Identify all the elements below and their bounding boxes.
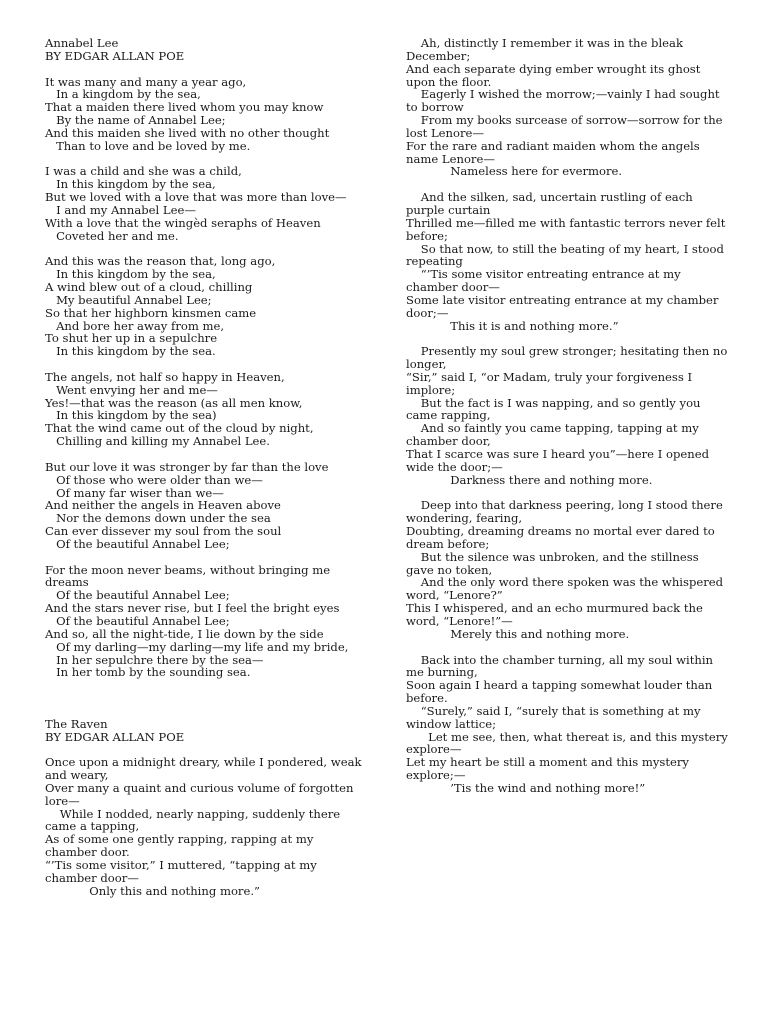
stanza	[45, 255, 367, 358]
poem-line: Once upon a midnight dreary, while I pondered, weak and weary,	[45, 755, 366, 783]
poem-byline: BY EDGAR ALLAN POE	[45, 48, 185, 63]
poem-line: And each separate dying ember wrought its ghost upon the floor.	[406, 61, 705, 89]
poem-line: But the fact is I was napping, and so gently you came rapping,	[406, 395, 705, 423]
poem-line: Of the beautiful Annabel Lee;	[45, 613, 230, 628]
poem-line: My beautiful Annabel Lee;	[45, 292, 212, 307]
poem-line: A wind blew out of a cloud, chilling	[45, 280, 253, 295]
poem-line: Chilling and killing my Annabel Lee.	[45, 434, 270, 449]
poem-line: But the silence was unbroken, and the stillness gave no token,	[406, 549, 703, 577]
poem-line: In a kingdom by the sea,	[45, 87, 201, 102]
left-column	[45, 37, 367, 910]
stanza	[45, 165, 367, 242]
poem-line: And the silken, sad, uncertain rustling of each purple curtain	[406, 190, 697, 217]
poem-line: As of some one gently rapping, rapping at my chamber door.	[45, 832, 318, 860]
poem-line: And the only word there spoken was the whispered word, “Lenore?”	[406, 575, 727, 603]
stanza	[45, 76, 367, 153]
poem-line: And this was the reason that, long ago,	[45, 254, 276, 269]
right-column	[406, 36, 732, 808]
poem-line: That I scarce was sure I heard you”—here I opened wide the door;—	[406, 447, 713, 474]
stanza-list	[406, 36, 732, 795]
stanza-list	[45, 76, 367, 680]
poem-line: ’Tis the wind and nothing more!”	[406, 780, 646, 795]
poem-line: And so, all the night-tide, I lie down by the side	[45, 626, 324, 641]
poem-line: I and my Annabel Lee—	[45, 202, 196, 217]
poem-line: In this kingdom by the sea)	[45, 408, 217, 423]
poem-line: In this kingdom by the sea.	[45, 344, 216, 359]
poem-line: Yes!—that was the reason (as all men know,	[45, 395, 303, 410]
stanza	[406, 37, 728, 178]
poem-line: Presently my soul grew stronger; hesitating then no longer,	[406, 344, 732, 372]
poem-line: And so faintly you came tapping, tapping at my chamber door,	[406, 421, 703, 449]
poem-annabel-lee	[45, 37, 367, 679]
poem-line: Went envying her and me—	[45, 382, 218, 397]
poem-line: Only this and nothing more.”	[45, 883, 260, 898]
poem-line: While I nodded, nearly napping, suddenly there came a tapping,	[45, 806, 344, 834]
poem-line: To shut her up in a sepulchre	[45, 331, 218, 346]
poem-line: “’Tis some visitor entreating entrance at my chamber door—	[406, 267, 685, 295]
poem-line: In her tomb by the sounding sea.	[45, 665, 251, 680]
poem-line: Of the beautiful Annabel Lee;	[45, 588, 230, 603]
poem-line: That the wind came out of the cloud by night,	[45, 421, 314, 436]
poem-line: The angels, not half so happy in Heaven,	[45, 369, 285, 384]
stanza-list	[45, 756, 367, 897]
stanza	[406, 652, 732, 795]
poem-line: Ah, distinctly I remember it was in the bleak December;	[406, 36, 687, 63]
poem-line: Nameless here for evermore.	[406, 164, 623, 179]
stanza	[45, 564, 367, 680]
poem-line: This it is and nothing more.”	[406, 318, 619, 333]
poem-line: That a maiden there lived whom you may know	[45, 100, 324, 115]
poem-separator	[45, 692, 367, 718]
stanza	[45, 371, 367, 448]
stanza	[406, 191, 728, 332]
poem-line: Can ever dissever my soul from the soul	[45, 524, 282, 539]
poem-the-raven	[45, 718, 367, 898]
poem-line: Of my darling—my darling—my life and my bride,	[45, 639, 349, 654]
poem-line: Thrilled me—filled me with fantastic terrors never felt before;	[406, 215, 730, 243]
poem-line: With a love that the wingèd seraphs of Heaven	[45, 215, 321, 230]
poem-line: This I whispered, and an echo murmured back the word, “Lenore!”—	[406, 601, 707, 628]
poem-line: It was many and many a year ago,	[45, 74, 247, 89]
poem-line: “Sir,” said I, “or Madam, truly your forgiveness I implore;	[406, 369, 696, 397]
poem-line: But our love it was stronger by far than the love	[45, 459, 329, 474]
poem-line: By the name of Annabel Lee;	[45, 113, 226, 128]
poem-line: From my books surcease of sorrow—sorrow for the lost Lenore—	[406, 113, 727, 140]
poem-line: For the rare and radiant maiden whom the angels name Lenore—	[406, 138, 704, 166]
poem-line: But we loved with a love that was more than love—	[45, 190, 347, 205]
poem-line: Of those who were older than we—	[45, 472, 263, 487]
poem-line: Coveted her and me.	[45, 228, 179, 243]
stanza	[45, 756, 367, 897]
poem-title: The Raven	[45, 716, 108, 731]
poem-line: And bore her away from me,	[45, 318, 225, 333]
poem-title: Annabel Lee	[45, 36, 119, 50]
poem-line: Eagerly I wished the morrow;—vainly I had sought to borrow	[406, 87, 724, 115]
poem-line: Darkness there and nothing more.	[406, 472, 653, 487]
poem-line: Let me see, then, what thereat is, and this mystery explore—	[406, 729, 732, 757]
poem-line: Some late visitor entreating entrance at my chamber door;—	[406, 292, 723, 320]
poem-line: “’Tis some visitor,” I muttered, “tapping at my chamber door—	[45, 858, 321, 885]
poem-line: For the moon never beams, without bringing me dreams	[45, 562, 334, 590]
poem-line: “Surely,” said I, “surely that is something at my window lattice;	[406, 703, 705, 731]
poem-line: Of many far wiser than we—	[45, 485, 224, 500]
poem-line: So that her highborn kinsmen came	[45, 305, 257, 320]
poem-line: So that now, to still the beating of my heart, I stood repeating	[406, 241, 728, 269]
poem-line: Deep into that darkness peering, long I stood there wondering, fearing,	[406, 498, 727, 526]
poem-line: Let my heart be still a moment and this mystery explore;—	[406, 755, 693, 783]
stanza	[45, 461, 367, 551]
poem-line: And this maiden she lived with no other thought	[45, 125, 330, 140]
stanza	[406, 499, 728, 640]
poem-line: Than to love and be loved by me.	[45, 138, 251, 153]
poem-line: And the stars never rise, but I feel the bright eyes	[45, 601, 340, 616]
poem-line: Over many a quaint and curious volume of forgotten lore—	[45, 780, 358, 808]
poem-byline: BY EDGAR ALLAN POE	[45, 729, 185, 744]
poem-line: Soon again I heard a tapping somewhat louder than before.	[406, 678, 716, 706]
poem-line: Doubting, dreaming dreams no mortal ever dared to dream before;	[406, 524, 719, 551]
poem-line: In this kingdom by the sea,	[45, 267, 216, 282]
poem-line: And neither the angels in Heaven above	[45, 498, 281, 513]
poem-line: In this kingdom by the sea,	[45, 177, 216, 192]
poem-line: Nor the demons down under the sea	[45, 511, 271, 526]
poem-line: Back into the chamber turning, all my soul within me burning,	[406, 652, 717, 680]
stanza	[406, 344, 732, 487]
poem-line: Merely this and nothing more.	[406, 626, 630, 641]
poem-line: In her sepulchre there by the sea—	[45, 652, 264, 667]
poem-line: I was a child and she was a child,	[45, 164, 242, 179]
poem-line: Of the beautiful Annabel Lee;	[45, 536, 230, 551]
